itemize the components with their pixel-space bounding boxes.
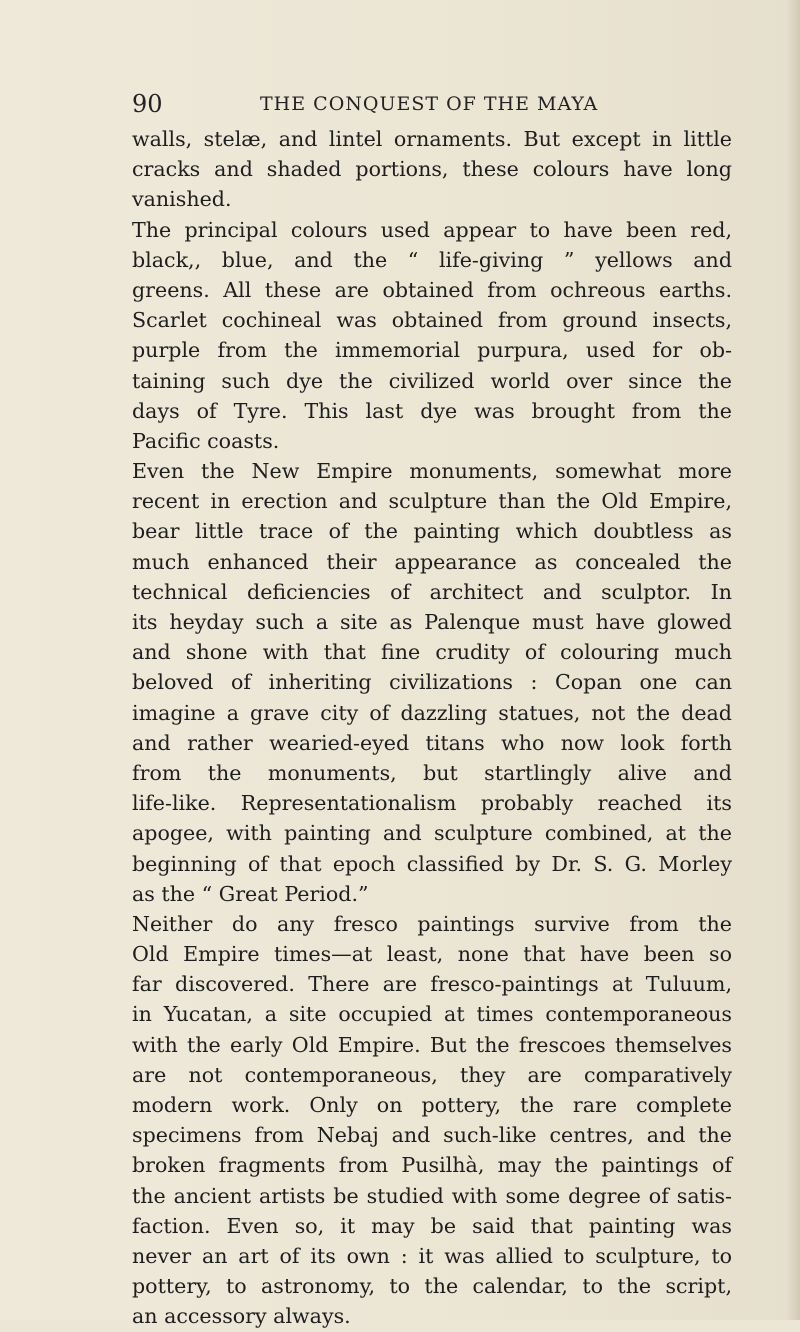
page-header	[132, 89, 712, 119]
text-line: with the early Old Empire. But the frescoes themselves	[132, 1032, 732, 1057]
text-line: are not contemporaneous, they are comparatively	[132, 1062, 732, 1087]
text-line: life-like. Representationalism probably reached its	[132, 791, 732, 816]
text-line: an accessory always.	[132, 1304, 351, 1329]
page-edge-shadow	[786, 0, 800, 1320]
text-line: walls, stelæ, and lintel ornaments. But except in little	[132, 127, 732, 151]
text-line: Scarlet cochineal was obtained from ground insects,	[132, 308, 732, 333]
text-line: faction. Even so, it may be said that painting was	[132, 1213, 732, 1238]
text-line: from the monuments, but startlingly alive and	[132, 760, 732, 785]
text-line: Pacific coasts.	[132, 428, 280, 453]
text-line: apogee, with painting and sculpture combined, at the	[132, 821, 732, 846]
text-line: recent in erection and sculpture than the Old Empire,	[132, 489, 732, 514]
text-line: cracks and shaded portions, these colours have long	[132, 157, 732, 182]
text-line: never an art of its own : it was allied to sculpture, to	[132, 1243, 732, 1268]
text-line: Neither do any fresco paintings survive from the	[132, 911, 732, 936]
text-line: pottery, to astronomy, to the calendar, to the script,	[132, 1274, 732, 1299]
text-line: beloved of inheriting civilizations : Copan one can	[132, 670, 732, 695]
text-line: Old Empire times—at least, none that have been so	[132, 942, 732, 967]
text-line: imagine a grave city of dazzling statues, not the dead	[132, 700, 732, 725]
text-line: the ancient artists be studied with some degree of satis-	[132, 1183, 732, 1208]
text-line: Even the New Empire monuments, somewhat more	[132, 459, 732, 484]
text-line: in Yucatan, a site occupied at times contemporaneous	[132, 1002, 732, 1027]
text-line: far discovered. There are fresco-paintings at Tuluum,	[132, 972, 732, 997]
body-text	[132, 124, 732, 1332]
text-line: bear little trace of the painting which doubtless as	[132, 519, 732, 544]
text-line: beginning of that epoch classified by Dr. S. G. Morley	[132, 851, 732, 876]
text-line: broken fragments from Pusilhà, may the paintings of	[132, 1153, 732, 1178]
running-head: THE CONQUEST OF THE MAYA	[260, 93, 599, 115]
text-line: days of Tyre. This last dye was brought from the	[132, 398, 732, 423]
text-line: greens. All these are obtained from ochreous earths.	[132, 277, 732, 302]
text-line: specimens from Nebaj and such-like centres, and the	[132, 1123, 732, 1148]
text-line: and shone with that fine crudity of colouring much	[132, 640, 732, 665]
text-line: its heyday such a site as Palenque must have glowed	[132, 610, 732, 634]
page-number: 90	[132, 90, 163, 118]
text-line: modern work. Only on pottery, the rare complete	[132, 1093, 732, 1117]
text-line: taining such dye the civilized world over since the	[132, 368, 732, 393]
text-line: technical deficiencies of architect and sculptor. In	[132, 579, 732, 604]
text-line: purple from the immemorial purpura, used for ob-	[132, 338, 732, 363]
text-line: black,, blue, and the “ life-giving ” yellows and	[132, 247, 732, 272]
text-line: much enhanced their appearance as concealed the	[132, 549, 732, 574]
text-line: vanished.	[132, 187, 232, 212]
text-line: and rather wearied-eyed titans who now look forth	[132, 730, 732, 755]
text-line: The principal colours used appear to have been red,	[132, 217, 732, 242]
text-line: as the “ Great Period.”	[132, 881, 369, 906]
